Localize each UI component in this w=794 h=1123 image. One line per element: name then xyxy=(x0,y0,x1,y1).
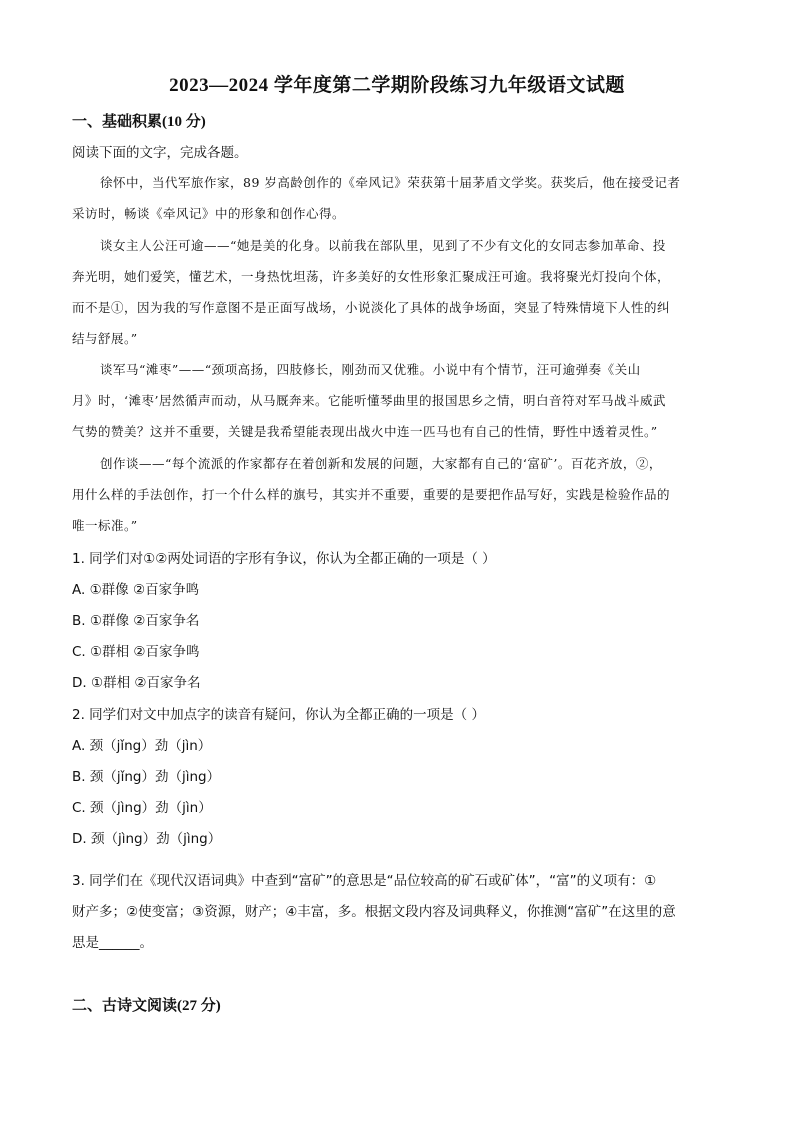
question-1-option-c: C. ①群相 ②百家争鸣 xyxy=(72,644,200,660)
question-3-line: 3. 同学们在《现代汉语词典》中查到“富矿”的意思是“品位较高的矿石或矿体”，“富”的义项有：① xyxy=(72,873,657,889)
passage-line: 谈军马“滩枣”——“颈项高扬，四肢修长，刚劲而又优雅。小说中有个情节，汪可逾弹奏《关山 xyxy=(100,362,641,377)
question-2-option-d: D. 颈（jìng）劲（jìng） xyxy=(72,831,222,847)
passage-line: 徐怀中，当代军旅作家，89 岁高龄创作的《牵风记》荣获第十届茅盾文学奖。获奖后，他在接受记者 xyxy=(100,175,681,190)
question-2-option-a: A. 颈（jǐng）劲（jìn） xyxy=(72,738,212,754)
question-2-option-c: C. 颈（jìng）劲（jìn） xyxy=(72,800,212,816)
passage-line: 而不是①，因为我的写作意图不是正面写战场，小说淡化了具体的战争场面，突显了特殊情境下人性的纠 xyxy=(72,300,671,315)
question-1-option-b: B. ①群像 ②百家争名 xyxy=(72,613,200,629)
passage-line: 气势的赞美？这并不重要，关键是我希望能表现出战火中连一匹马也有自己的性情，野性中透着灵性。” xyxy=(72,424,658,439)
instruction: 阅读下面的文字，完成各题。 xyxy=(72,145,248,161)
question-3-line: 财产多；②使变富；③资源，财产；④丰富，多。根据文段内容及词典释义，你推测“富矿”在这里的意 xyxy=(72,904,676,920)
passage-line: 唯一标准。” xyxy=(72,518,138,533)
section1-heading: 一、基础积累(10 分) xyxy=(72,114,206,130)
question-3-line: 思是______。 xyxy=(72,935,153,951)
passage-line: 奔光明，她们爱笑，懂艺术，一身热忱坦荡，许多美好的女性形象汇聚成汪可逾。我将聚光灯投向个体， xyxy=(72,269,671,284)
passage-line: 用什么样的手法创作，打一个什么样的旗号，其实并不重要，重要的是要把作品写好，实践是检验作品的 xyxy=(72,487,671,502)
section2-heading: 二、古诗文阅读(27 分) xyxy=(72,998,221,1014)
question-1-stem: 1. 同学们对①②两处词语的字形有争议，你认为全都正确的一项是（ ） xyxy=(72,551,496,567)
passage-line: 结与舒展。” xyxy=(72,331,138,346)
question-1-option-d: D. ①群相 ②百家争名 xyxy=(72,675,201,691)
passage-line: 月》时，‘滩枣’居然循声而动，从马厩奔来。它能听懂琴曲里的报国思乡之情，明白音符对军马战斗威武 xyxy=(72,393,666,408)
passage-line: 创作谈——“每个流派的作家都存在着创新和发展的问题，大家都有自己的‘富矿’。百花齐放，②， xyxy=(100,456,662,471)
page-title: 2023—2024 学年度第二学期阶段练习九年级语文试题 xyxy=(169,75,625,96)
passage-line: 谈女主人公汪可逾——“她是美的化身。以前我在部队里，见到了不少有文化的女同志参加革命、投 xyxy=(100,238,666,253)
passage-line: 采访时，畅谈《牵风记》中的形象和创作心得。 xyxy=(72,206,346,221)
question-2-stem: 2. 同学们对文中加点字的读音有疑问，你认为全都正确的一项是（ ） xyxy=(72,707,485,723)
question-1-option-a: A. ①群像 ②百家争鸣 xyxy=(72,582,200,598)
question-2-option-b: B. 颈（jǐng）劲（jìng） xyxy=(72,769,221,785)
